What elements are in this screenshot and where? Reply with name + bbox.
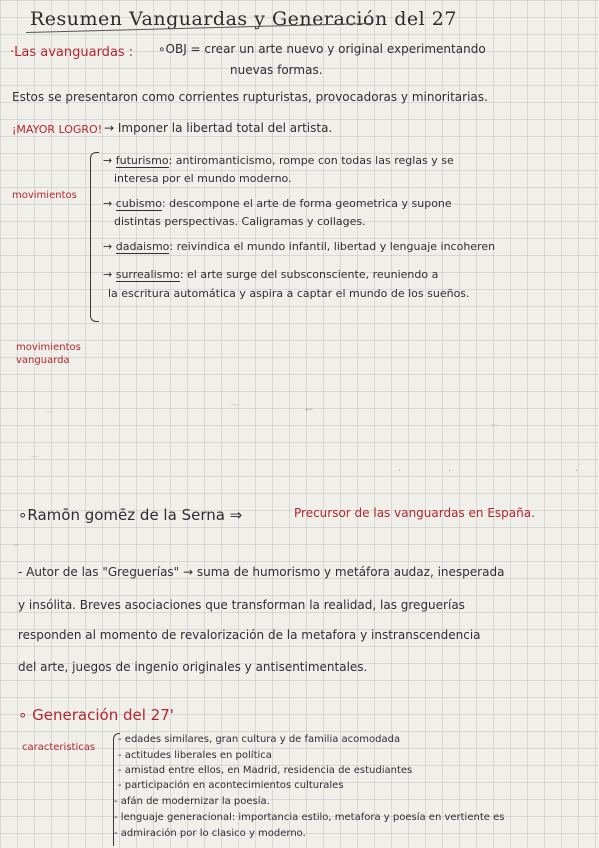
movimiento-desc: : antiromanticismo, rompe con todas las reglas y se [168, 154, 454, 167]
bleed-through-mark: ~ [230, 398, 240, 411]
avanguardas-objective-line1: ∘OBJ = crear un arte nuevo y original experimentando [158, 42, 486, 56]
arrow-icon: → [103, 268, 113, 281]
bleed-through-mark: ~ [30, 450, 40, 463]
caracteristica-item: - edades similares, gran cultura y de familia acomodada [118, 734, 401, 745]
movimiento-futurismo [103, 154, 454, 167]
mayor-logro-text: → Imponer la libertad total del artista. [104, 121, 333, 135]
movimiento-name: surrealismo [115, 268, 180, 281]
intro-text: Estos se presentaron como corrientes rupturistas, provocadoras y minoritarias. [12, 90, 488, 104]
movimiento-cubismo-line2: distintas perspectivas. Caligramas y collages. [114, 215, 366, 228]
movimiento-desc: : descompone el arte de forma geometrica y supone [161, 197, 452, 210]
pencil-mark: ⌐ [305, 405, 314, 416]
movimiento-cubismo [103, 197, 452, 210]
ramon-name: ∘Ramōn gomēz de la Serna ⇒ [18, 506, 243, 524]
movimientos-label: movimientos [12, 190, 77, 201]
movimiento-futurismo-line2: interesa por el mundo moderno. [114, 172, 292, 185]
arrow-icon: → [103, 240, 113, 253]
ramon-desc: Precursor de las vanguardas en España. [294, 506, 535, 520]
caracteristica-item: - lenguaje generacional: importancia estilo, metafora y poesía en vertiente es [114, 812, 505, 823]
page-title: Resumen Vanguardas y Generación del 27 [30, 8, 457, 30]
movimiento-name: cubismo [115, 197, 162, 210]
pencil-mark: · [448, 466, 452, 477]
movimiento-name: futurismo [115, 154, 169, 167]
caracteristica-item: - actitudes liberales en política [118, 750, 272, 761]
caracteristica-item: - afán de modernizar la poesía. [114, 796, 270, 807]
movimiento-name: dadaismo [115, 240, 170, 253]
generacion-title: ∘ Generación del 27' [18, 706, 174, 724]
movimiento-desc: : el arte surge del subsconsciente, reuniendo a [179, 268, 439, 281]
caracteristica-item: - participación en acontecimientos culturales [118, 780, 344, 791]
movimientos-vanguarda-line2: vanguarda [16, 355, 70, 366]
arrow-icon: → [103, 197, 113, 210]
arrow-icon: → [103, 154, 113, 167]
avanguardas-label: ·Las avanguardas : [10, 45, 134, 60]
movimientos-brace [90, 152, 99, 322]
movimiento-surrealismo-line2: la escritura automática y aspira a captar el mundo de los sueños. [108, 287, 470, 300]
pencil-mark: ‐ [14, 540, 18, 551]
greguerias-line: del arte, juegos de ingenio originales y antisentimentales. [18, 660, 368, 674]
greguerias-line: - Autor de las "Greguerías" → suma de humorismo y metáfora audaz, inesperada [18, 565, 505, 579]
bleed-through-mark: ~ [45, 405, 55, 418]
movimiento-surrealismo [103, 268, 438, 281]
pencil-mark: · [398, 466, 402, 477]
greguerias-line: responden al momento de revalorización de la metafora y instranscendencia [18, 628, 481, 642]
bleed-through-mark: ~ [490, 418, 500, 431]
movimiento-dadaismo [103, 240, 495, 253]
caracteristica-item: - amistad entre ellos, en Madrid, residencia de estudiantes [118, 765, 413, 776]
avanguardas-objective-line2: nuevas formas. [230, 63, 323, 77]
movimiento-desc: : reivindica el mundo infantil, libertad y lenguaje incoheren [169, 240, 496, 253]
caracteristica-item: - admiración por lo clasico y moderno. [114, 828, 306, 839]
movimientos-vanguarda-line1: movimientos [16, 342, 81, 353]
caracteristicas-label: caracteristicas [22, 742, 96, 753]
mayor-logro-label: ¡MAYOR LOGRO! [12, 123, 103, 136]
pencil-mark: · [575, 466, 579, 477]
greguerias-line: y insólita. Breves asociaciones que transforman la realidad, las greguerías [18, 598, 465, 612]
